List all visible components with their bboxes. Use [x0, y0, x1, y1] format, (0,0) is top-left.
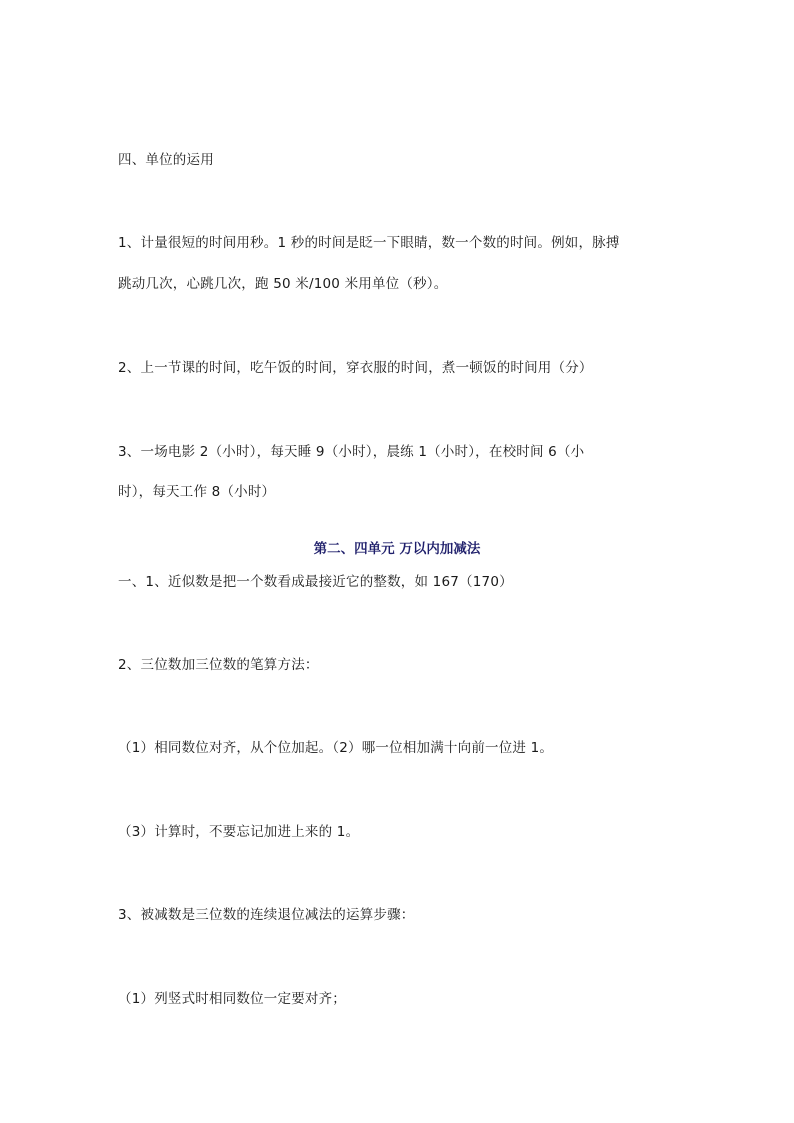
paragraph-line: 3、一场电影 2（小时），每天睡 9（小时），晨练 1（小时），在校时间 6（小	[118, 444, 585, 460]
paragraph-line: 2、三位数加三位数的笔算方法：	[118, 657, 319, 673]
paragraph-line: 2、上一节课的时间，吃午饭的时间，穿衣服的时间，煮一顿饭的时间用（分）	[118, 360, 593, 376]
paragraph-line: 1、计量很短的时间用秒。1 秒的时间是眨一下眼睛，数一个数的时间。例如，脉搏	[118, 235, 620, 251]
unit-heading: 第二、四单元 万以内加减法	[313, 541, 481, 557]
section-title: 四、单位的运用	[118, 152, 214, 168]
paragraph-line: （3）计算时，不要忘记加进上来的 1。	[118, 824, 360, 840]
paragraph-line: 3、被减数是三位数的连续退位减法的运算步骤：	[118, 907, 415, 923]
paragraph-line: 跳动几次，心跳几次，跑 50 米/100 米用单位（秒）。	[118, 276, 448, 292]
paragraph-line: 时），每天工作 8（小时）	[118, 484, 276, 500]
paragraph-line: 一、1、近似数是把一个数看成最接近它的整数，如 167（170）	[118, 574, 513, 590]
paragraph-line: （1）相同数位对齐，从个位加起。（2）哪一位相加满十向前一位进 1。	[118, 740, 554, 756]
paragraph-line: （1）列竖式时相同数位一定要对齐；	[118, 991, 346, 1007]
